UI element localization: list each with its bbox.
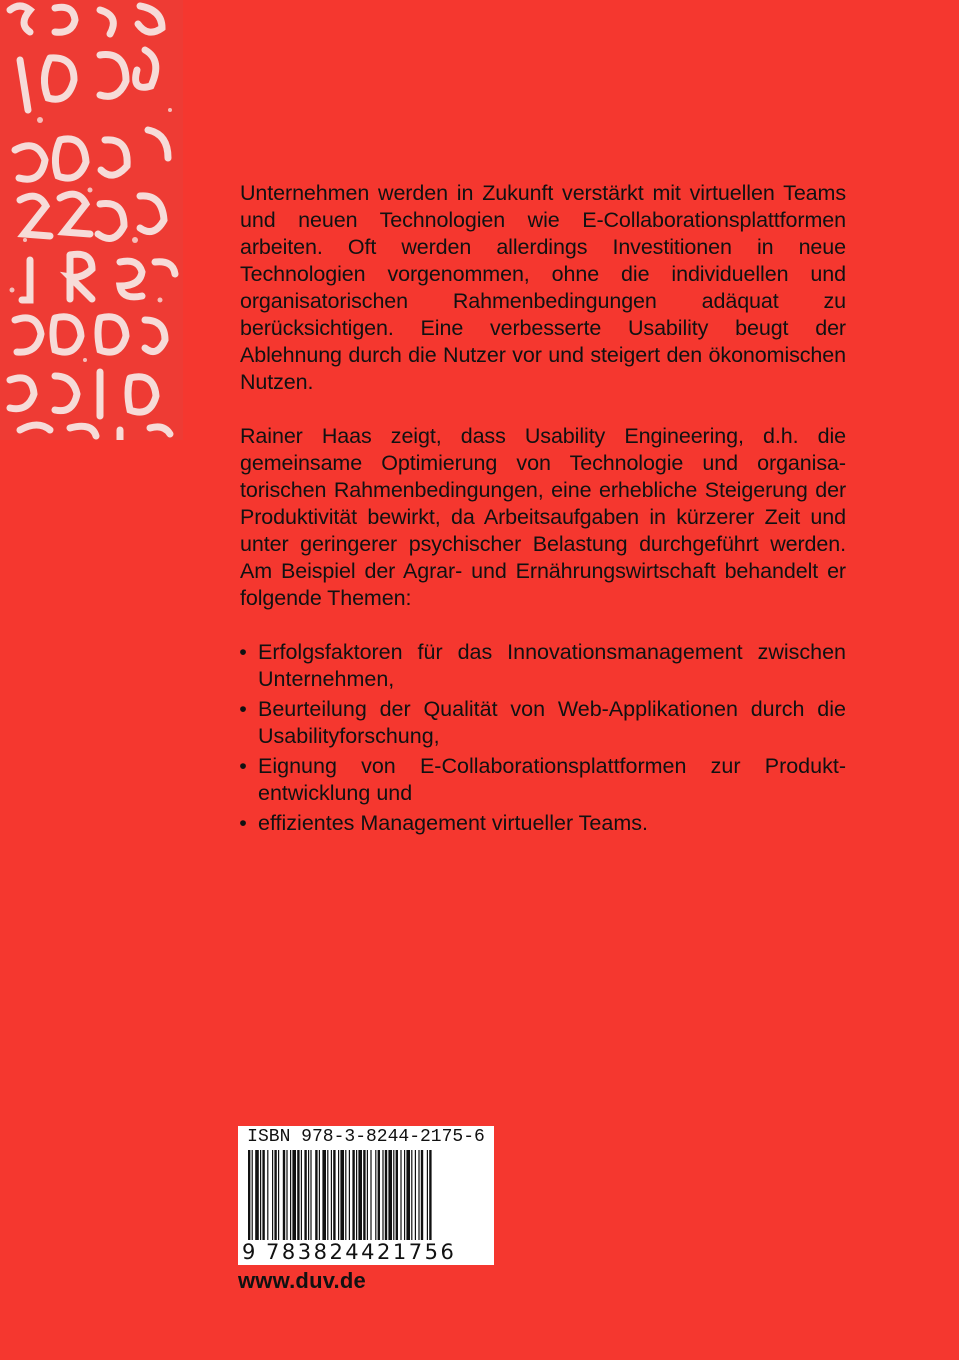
barcode-bar [411, 1150, 412, 1240]
barcode-bar [370, 1150, 371, 1240]
barcode-bar [286, 1150, 287, 1240]
barcode-bar [297, 1150, 299, 1240]
topic-list [234, 639, 846, 837]
intro-paragraph: Unternehmen werden in Zukunft verstärkt mit virtuellen Teams und neuen Technologien wie E-Collaborationsplattformen arbeiten. Oft werden allerdings Investitionen in neue Technologien vorgenommen, ohne die individuellen und organisatorischen Rahmenbedingungen adäquat zu berücksichtigen. Eine verbesserte Usability beugt der Ablehnung durch die Nutzer vor und steigert den ökonomischen Nutzen. [240, 181, 846, 394]
bullet-icon: • [239, 697, 247, 721]
list-item: • Erfolgsfaktoren für das Innovationsmanagement zwischen Unternehmen, [234, 639, 846, 693]
bullet-icon: • [239, 754, 247, 778]
barcode-bar [382, 1150, 383, 1240]
barcode-bar [427, 1150, 428, 1240]
barcode-bar [367, 1150, 368, 1240]
barcode-bar [308, 1150, 309, 1240]
barcode-bars [238, 1148, 494, 1240]
barcode-bar [319, 1150, 320, 1240]
barcode-bar [378, 1150, 380, 1240]
back-cover-text [240, 180, 846, 840]
barcode-bar [363, 1150, 365, 1240]
barcode-bar [304, 1150, 306, 1240]
barcode-bar [283, 1150, 285, 1240]
barcode-digit-group: 783824421756 [266, 1240, 457, 1264]
barcode-bar [255, 1150, 259, 1240]
barcode-bar [252, 1150, 253, 1240]
barcode-bar [375, 1150, 376, 1240]
barcode-bar [338, 1150, 339, 1240]
barcode-bar [310, 1150, 311, 1240]
bullet-icon: • [239, 640, 247, 664]
isbn-barcode [238, 1126, 494, 1265]
barcode-bar [396, 1150, 398, 1240]
typewriter-letters-texture [0, 0, 183, 440]
barcode-bar [260, 1150, 261, 1240]
author-paragraph: Rainer Haas zeigt, dass Usability Engineering, d.h. die gemeinsame Optimierung von Technologie und organisatorischen Rahmenbedingungen, eine erhebliche Steigerung der Produktivität bewirkt, da Arbeitsaufgaben in kürzerer Zeit und unter geringerer psychischer Belastung durchgeführt werden. Am Beispiel der Agrar- und Ernährungswirtschaft behandelt er folgende Themen: [240, 424, 846, 610]
barcode-bar [388, 1150, 392, 1240]
barcode-bar [421, 1150, 423, 1240]
barcode-bar [385, 1150, 387, 1240]
barcode-bar [340, 1150, 344, 1240]
barcode-bar [356, 1150, 357, 1240]
barcode-bar [331, 1150, 332, 1240]
list-item: • effizientes Management virtueller Teams. [234, 810, 846, 837]
barcode-bar [418, 1150, 419, 1240]
barcode-bar [333, 1150, 335, 1240]
barcode-bar [248, 1150, 250, 1240]
isbn-label: ISBN 978-3-8244-2175-6 [247, 1127, 485, 1147]
barcode-bar [415, 1150, 416, 1240]
barcode-bar [292, 1150, 296, 1240]
barcode-bar [349, 1150, 350, 1240]
barcode-bar [345, 1150, 346, 1240]
barcode-bar [429, 1150, 431, 1240]
barcode-bar [272, 1150, 273, 1240]
barcode-bar [322, 1150, 326, 1240]
barcode-bar [393, 1150, 394, 1240]
barcode-first-digit: 9 [242, 1240, 256, 1264]
barcode-bar [400, 1150, 401, 1240]
list-item: • Eignung von E-Collaborationsplattformen zur Produktentwicklung und [234, 753, 846, 807]
barcode-bar [358, 1150, 362, 1240]
barcode-digits [238, 1240, 494, 1265]
barcode-bar [404, 1150, 405, 1240]
barcode-bar [406, 1150, 410, 1240]
bullet-icon: • [239, 811, 247, 835]
publisher-website: www.duv.de [238, 1268, 366, 1293]
list-item: • Beurteilung der Qualität von Web-Applikationen durch die Usabilityforschung, [234, 696, 846, 750]
barcode-bar [301, 1150, 302, 1240]
barcode-bar [274, 1150, 276, 1240]
barcode-bar [290, 1150, 291, 1240]
barcode-bar [278, 1150, 279, 1240]
barcode-bar [262, 1150, 264, 1240]
barcode-bar [315, 1150, 317, 1240]
barcode-bar [352, 1150, 354, 1240]
barcode-bar [267, 1150, 268, 1240]
barcode-bar [327, 1150, 328, 1240]
